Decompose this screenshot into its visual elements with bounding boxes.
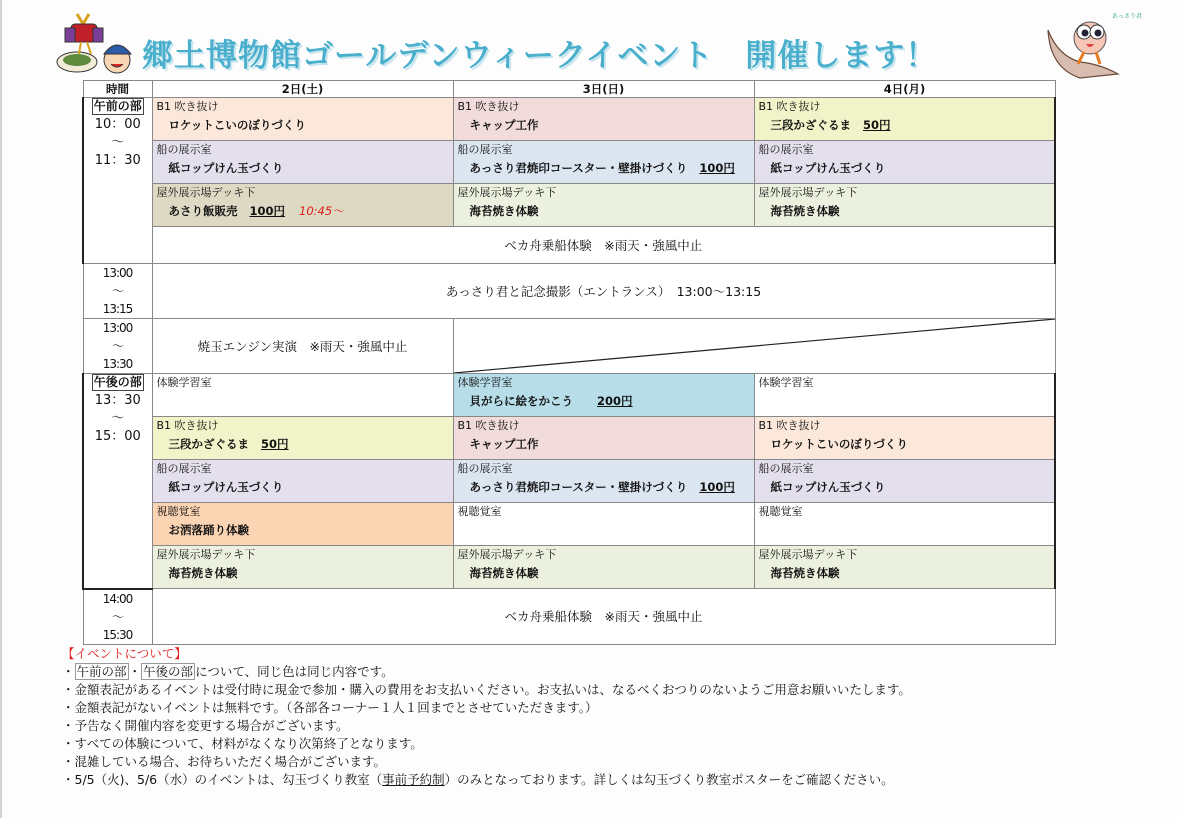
not-held-cell <box>453 319 1055 374</box>
morning-start: 10：00 <box>94 117 141 132</box>
location: B1 吹き抜け <box>457 419 520 432</box>
note-line <box>62 735 911 753</box>
location: 屋外展示場デッキ下 <box>457 548 557 561</box>
note-line <box>62 771 911 789</box>
event-cell <box>152 417 453 460</box>
location: 屋外展示場デッキ下 <box>758 548 858 561</box>
kabuto-boy-illustration-icon <box>55 10 145 75</box>
event-cell <box>754 141 1055 184</box>
event-cell <box>152 374 453 417</box>
event-name: 紙コップけん玉づくり <box>770 161 886 175</box>
note-text: すべての体験について、材料がなくなり次第終了となります。 <box>74 736 423 751</box>
location: 屋外展示場デッキ下 <box>156 186 256 199</box>
location: B1 吹き抜け <box>457 100 520 113</box>
table-row <box>83 374 1055 417</box>
afternoon-label: 午後の部 <box>93 375 142 389</box>
event-cell <box>453 184 754 227</box>
location: 体験学習室 <box>156 376 212 389</box>
event-cell <box>754 98 1055 141</box>
table-row <box>83 503 1055 546</box>
photo-session-cell <box>152 264 1055 319</box>
event-cell <box>754 374 1055 417</box>
price: 200円 <box>597 394 633 408</box>
boat-ride-am-cell <box>152 227 1055 264</box>
bullet: ・ <box>62 718 75 733</box>
note-text: 混雑している場合、お待ちいただく場合がございます。 <box>74 754 387 769</box>
afternoon-end: 15：00 <box>94 429 141 444</box>
boat-ride-pm-cell <box>152 589 1055 645</box>
location: 屋外展示場デッキ下 <box>156 548 256 561</box>
event-name: 海苔焼き体験 <box>770 566 840 580</box>
afternoon-time-cell <box>83 374 152 589</box>
engine-demo-cell <box>152 319 453 374</box>
event-name: 海苔焼き体験 <box>770 204 840 218</box>
event-name: 海苔焼き体験 <box>168 566 238 580</box>
price: 100円 <box>699 161 735 175</box>
morning-time-cell <box>83 98 152 264</box>
engine-end: 13:30 <box>102 357 133 371</box>
event-cell <box>754 546 1055 589</box>
event-cell <box>754 184 1055 227</box>
note-line <box>62 699 911 717</box>
event-notes <box>62 645 911 789</box>
header-day-3: 3日(日) <box>453 81 754 98</box>
table-row <box>83 546 1055 589</box>
note-line <box>62 663 911 681</box>
boat-pm-time-cell <box>83 589 152 645</box>
event-cell <box>152 546 453 589</box>
bullet: ・ <box>62 754 75 769</box>
boat-ride-am-text: ベカ舟乗船体験 ※雨天・強風中止 <box>504 238 703 253</box>
event-schedule-table <box>82 80 1056 645</box>
event-cell <box>754 503 1055 546</box>
location: 船の展示室 <box>156 143 212 156</box>
event-cell <box>754 417 1055 460</box>
event-name: キャップ工作 <box>469 118 539 132</box>
bullet: ・ <box>62 700 75 715</box>
event-name: 三段かざぐるま <box>168 437 249 451</box>
event-name: お洒落踊り体験 <box>168 523 249 537</box>
event-cell <box>453 460 754 503</box>
note-text: 予告なく開催内容を変更する場合がございます。 <box>74 718 349 733</box>
reservation-required-text: 事前予約制 <box>382 772 445 787</box>
event-cell <box>453 98 754 141</box>
engine-start: 13:00 <box>102 321 133 335</box>
note-text: 金額表記があるイベントは受付時に現金で参加・購入の費用をお支払いください。お支払いは、なるべくおつりのないようご用意お願いいたします。 <box>74 682 911 697</box>
table-row <box>83 264 1055 319</box>
location: 船の展示室 <box>457 462 513 475</box>
event-cell <box>453 374 754 417</box>
location: 船の展示室 <box>156 462 212 475</box>
location: 視聴覚室 <box>156 505 201 518</box>
table-row <box>83 98 1055 141</box>
table-row <box>83 141 1055 184</box>
location: 体験学習室 <box>758 376 814 389</box>
location: 船の展示室 <box>457 143 513 156</box>
event-cell <box>152 184 453 227</box>
table-row <box>83 319 1055 374</box>
afternoon-label-box: 午後の部 <box>143 664 194 679</box>
event-cell <box>152 460 453 503</box>
table-row <box>83 460 1055 503</box>
event-name: 貝がらに絵をかこう <box>469 394 573 408</box>
event-name: ロケットこいのぼりづくり <box>770 437 908 451</box>
location: 視聴覚室 <box>457 505 502 518</box>
photo-tilde: ～ <box>111 284 123 298</box>
header-day-2: 2日(土) <box>152 81 453 98</box>
event-cell <box>453 503 754 546</box>
table-row <box>83 589 1055 645</box>
event-name: 海苔焼き体験 <box>469 204 539 218</box>
event-cell <box>453 546 754 589</box>
event-name: ロケットこいのぼりづくり <box>168 118 306 132</box>
location: 屋外展示場デッキ下 <box>457 186 557 199</box>
event-name: あさり飯販売 <box>168 204 238 218</box>
morning-label-box: 午前の部 <box>76 664 127 679</box>
price: 50円 <box>261 437 289 451</box>
table-row <box>83 417 1055 460</box>
photo-start: 13:00 <box>102 266 133 280</box>
note-text: 5/5（火)、5/6（水）のイベントは、勾玉づくり教室（ <box>74 772 383 787</box>
price: 100円 <box>699 480 735 494</box>
note-line <box>62 753 911 771</box>
note-text: ）のみとなっております。詳しくは勾玉づくり教室ポスターをご確認ください。 <box>444 772 894 787</box>
header-day-4: 4日(月) <box>754 81 1055 98</box>
afternoon-tilde: ～ <box>111 411 125 426</box>
bullet: ・ <box>62 682 75 697</box>
boat-ride-pm-text: ベカ舟乗船体験 ※雨天・強風中止 <box>504 609 703 625</box>
location: B1 吹き抜け <box>156 419 219 432</box>
event-cell <box>754 460 1055 503</box>
location: B1 吹き抜け <box>156 100 219 113</box>
morning-label: 午前の部 <box>93 99 142 113</box>
location: 屋外展示場デッキ下 <box>758 186 858 199</box>
event-cell <box>453 141 754 184</box>
note-text: について、同じ色は同じ内容です。 <box>195 664 394 679</box>
event-cell <box>152 503 453 546</box>
table-row <box>83 227 1055 264</box>
event-name: 三段かざぐるま <box>770 118 851 132</box>
event-name: 紙コップけん玉づくり <box>168 480 284 494</box>
event-name: キャップ工作 <box>469 437 539 451</box>
afternoon-start: 13：30 <box>94 393 141 408</box>
location: 視聴覚室 <box>758 505 803 518</box>
bullet: ・ <box>62 772 75 787</box>
mascot-name-label: あっさり君 <box>1112 13 1142 20</box>
event-cell <box>152 141 453 184</box>
page-title: 郷土博物館ゴールデンウィークイベント 開催します！ <box>142 38 938 74</box>
photo-session-text: あっさり君と記念撮影（エントランス） 13:00～13:15 <box>445 284 762 299</box>
page-edge <box>0 0 2 818</box>
event-name: あっさり君焼印コースター・壁掛けづくり <box>469 480 688 494</box>
engine-demo-text: 焼玉エンジン実演 ※雨天・強風中止 <box>197 339 408 354</box>
event-name: 海苔焼き体験 <box>469 566 539 580</box>
location: B1 吹き抜け <box>758 100 821 113</box>
event-name: 紙コップけん玉づくり <box>168 161 284 175</box>
bullet: ・ <box>62 664 75 679</box>
event-cell <box>453 417 754 460</box>
table-header-row <box>83 81 1055 98</box>
location: 船の展示室 <box>758 462 814 475</box>
event-name: 紙コップけん玉づくり <box>770 480 886 494</box>
price: 100円 <box>249 204 286 218</box>
price: 50円 <box>863 118 891 132</box>
note-line <box>62 681 911 699</box>
event-cell <box>152 98 453 141</box>
event-name: あっさり君焼印コースター・壁掛けづくり <box>469 161 688 175</box>
location: B1 吹き抜け <box>758 419 821 432</box>
separator: ・ <box>128 664 142 679</box>
note-text: 金額表記がないイベントは無料です。（各部各コーナー１人１回までとさせていただきます。） <box>74 700 598 715</box>
boat-pm-tilde: ～ <box>111 609 123 624</box>
location: 船の展示室 <box>758 143 814 156</box>
boat-pm-end: 15:30 <box>102 627 133 642</box>
note-line <box>62 717 911 735</box>
morning-tilde: ～ <box>111 135 125 150</box>
notes-heading: 【イベントについて】 <box>62 646 187 661</box>
bullet: ・ <box>62 736 75 751</box>
photo-time-cell <box>83 264 152 319</box>
photo-end: 13:15 <box>102 302 133 316</box>
boat-pm-start: 14:00 <box>102 591 133 606</box>
engine-time-cell <box>83 319 152 374</box>
table-row <box>83 184 1055 227</box>
start-time-note: 10:45～ <box>299 204 344 218</box>
diagonal-line-icon <box>454 319 1055 373</box>
morning-end: 11：30 <box>94 153 141 168</box>
header-time: 時間 <box>83 81 152 98</box>
location: 体験学習室 <box>457 376 513 389</box>
engine-tilde: ～ <box>111 339 123 353</box>
